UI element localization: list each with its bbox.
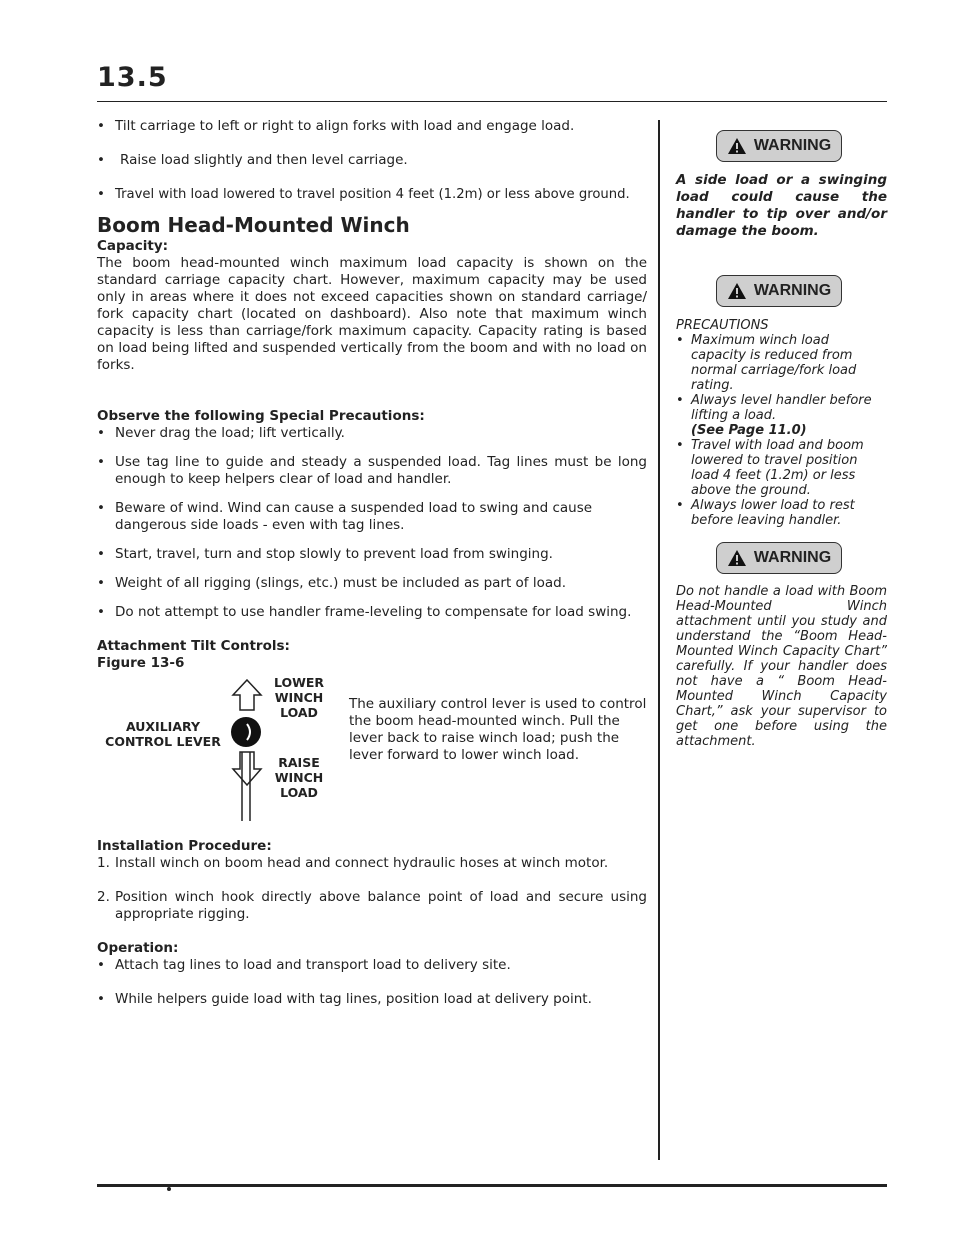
capacity-label: Capacity: (97, 238, 169, 254)
list-item: • Always lower load to rest before leaving handler. (676, 498, 855, 528)
figure-13-6 (97, 672, 647, 822)
raise-winch-load-label: RAISE WINCH LOAD (274, 755, 324, 800)
list-item: 2. Position winch hook directly above balance point of load and secure using appropriate rigging. (97, 889, 647, 922)
figure-label: Figure 13-6 (97, 655, 185, 671)
list-item: • Travel with load and boom lowered to travel position load 4 feet (1.2m) or less above the ground. (676, 438, 864, 498)
auxiliary-control-lever-label: AUXILIARY CONTROL LEVER (105, 719, 221, 749)
control-lever-diagram-icon (227, 677, 267, 827)
list-item: • Attach tag lines to load and transport load to delivery site. (97, 957, 511, 973)
list-item: • Do not attempt to use handler frame-leveling to compensate for load swing. (97, 604, 632, 620)
top-rule (97, 101, 887, 102)
section-number: 13.5 (97, 62, 168, 93)
warning-badge: WARNING (716, 542, 842, 574)
warning-text-side-load: A side load or a swinging load could cause the handler to tip over and/or damage the boom. (676, 172, 887, 239)
warning-badge: WARNING (716, 130, 842, 162)
list-item: 1. Install winch on boom head and connect hydraulic hoses at winch motor. (97, 855, 609, 871)
list-item: • Maximum winch load capacity is reduced from normal carriage/fork load rating. (676, 333, 857, 393)
bottom-rule (97, 1184, 887, 1187)
warning-triangle-icon (727, 137, 747, 155)
list-item: • Weight of all rigging (slings, etc.) must be included as part of load. (97, 575, 566, 591)
section-heading: Boom Head-Mounted Winch (97, 213, 410, 237)
warning-badge: WARNING (716, 275, 842, 307)
list-item: • Always level handler before lifting a load. (676, 393, 872, 423)
list-item: • Travel with load lowered to travel position 4 feet (1.2m) or less above ground. (97, 186, 630, 202)
main-column (97, 118, 647, 1008)
list-item: • Start, travel, turn and stop slowly to prevent load from swinging. (97, 546, 553, 562)
precautions-label: Observe the following Special Precautions: (97, 408, 425, 424)
warning-triangle-icon (727, 282, 747, 300)
precautions-title: PRECAUTIONS (676, 318, 769, 333)
capacity-text: The boom head-mounted winch maximum load capacity is shown on the standard carriage capacity chart. However, maximum capacity may be used only in areas where it does not exceed capacities shown on standard carriage/ fork capacity chart (located on dashboard). Also note that maximum winch capacity is less than carriage/fork maximum capacity. Capacity rating is based on load being lifted and suspended vertically from the boom and with no load on forks. (97, 255, 647, 373)
see-page-ref: (See Page 11.0) (691, 423, 807, 438)
operation-label: Operation: (97, 940, 179, 956)
warning-triangle-icon (727, 549, 747, 567)
warning-text-capacity-chart: Do not handle a load with Boom Head-Mounted Winch attachment until you study and understand the “Boom Head-Mounted Winch Capacity Chart” carefully. If your handler does not have a “ Boom Head-Mounted Winch Capacity Chart,” ask your supervisor to get one before using the attachment. (676, 584, 887, 749)
list-item: • Beware of wind. Wind can cause a suspended load to swing and cause dangerous side loads - even with tag lines. (97, 500, 593, 533)
column-divider (658, 120, 660, 1160)
installation-label: Installation Procedure: (97, 838, 272, 854)
list-item: • Raise load slightly and then level carriage. (97, 152, 408, 168)
list-item: • While helpers guide load with tag lines, position load at delivery point. (97, 991, 592, 1007)
precautions-box (676, 318, 887, 528)
lower-winch-load-label: LOWER WINCH LOAD (273, 675, 325, 720)
figure-description: The auxiliary control lever is used to control the boom head-mounted winch. Pull the lever back to raise winch load; push the lever forward to lower winch load. (349, 696, 647, 763)
list-item: • Never drag the load; lift vertically. (97, 425, 345, 441)
footer-dot (167, 1187, 171, 1191)
list-item: • Tilt carriage to left or right to align forks with load and engage load. (97, 118, 575, 134)
list-item: • Use tag line to guide and steady a suspended load. Tag lines must be long enough to keep helpers clear of load and handler. (97, 454, 647, 487)
tilt-controls-label: Attachment Tilt Controls: (97, 638, 290, 654)
